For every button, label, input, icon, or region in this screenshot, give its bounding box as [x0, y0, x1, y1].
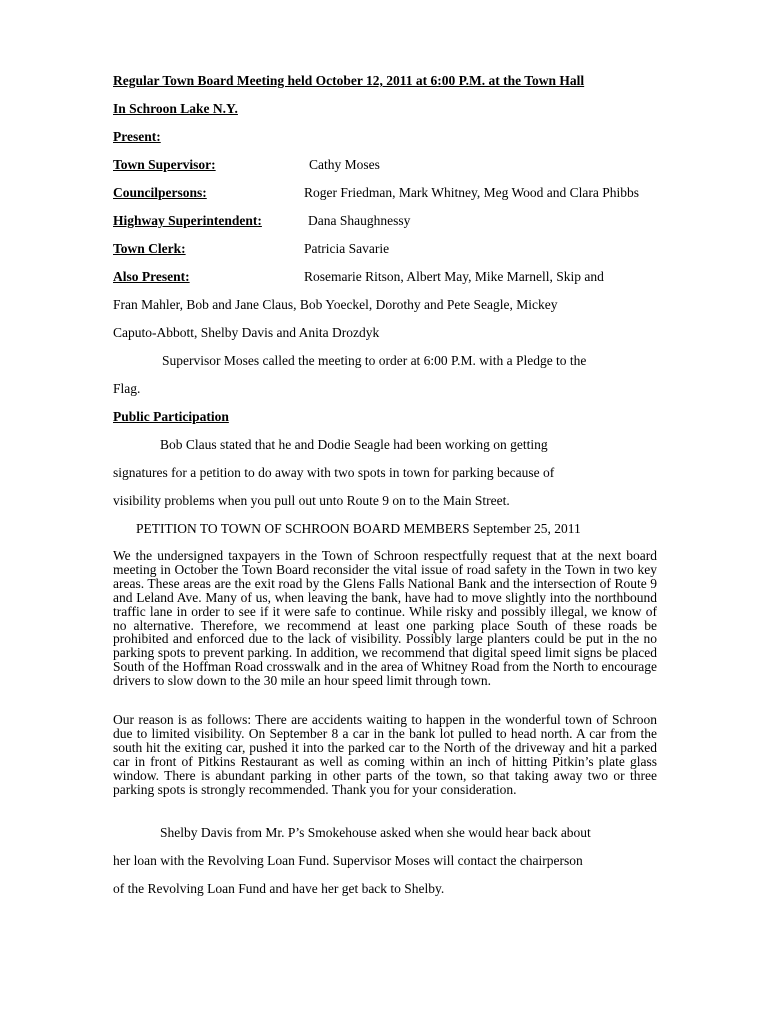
- also-present-names-line3: Caputo-Abbott, Shelby Davis and Anita Drozdyk: [113, 325, 380, 340]
- petition-paragraph-1: We the undersigned taxpayers in the Town of Schroon respectfully request that at the next board meeting in October the Town Board reconsider the vital issue of road safety in the Town in two key areas. These areas are the exit road by the Glens Falls National Bank and the intersection of Route 9 and Leland Ave. Many of us, when leaving the bank, have had to move slightly into the northbound traffic lane in order to see if it were safe to continue. While risky and possibly illegal, we know of no alternative. Therefore, we recommend at least one parking place South of these roads be prohibited and enforced due to the lack of visibility. Possibly large planters could be put in the no parking spots to prevent parking. In addition, we recommend that digital speed limit signs be placed South of the Hoffman Road crosswalk and in the area of Whitney Road from the North to encourage drivers to slow down to the 30 mile an hour speed limit through town.: [113, 548, 657, 689]
- claus-statement-line3: visibility problems when you pull out unto Route 9 on to the Main Street.: [113, 493, 510, 508]
- town-clerk-name: Patricia Savarie: [304, 241, 390, 256]
- meeting-title: Regular Town Board Meeting held October 12, 2011 at 6:00 P.M. at the Town Hall: [113, 73, 585, 88]
- public-participation-heading: Public Participation: [113, 409, 229, 424]
- call-to-order-line2: Flag.: [113, 381, 141, 396]
- also-present-names-line1: Rosemarie Ritson, Albert May, Mike Marnell, Skip and: [304, 269, 604, 284]
- petition-paragraph-2: Our reason is as follows: There are accidents waiting to happen in the wonderful town of Schroon due to limited visibility. On September 8 a car in the bank lot pulled to head north. A car from the south hit the exiting car, pushed it into the parked car to the North of the driveway and hit a parked car in front of Pitkins Restaurant as well as coming within an inch of hitting Pitkin’s plate glass window. There is abundant parking in other parts of the town, so that taking away two or three parking spots is strongly recommended. Thank you for your consideration.: [113, 712, 657, 797]
- councilpersons-names: Roger Friedman, Mark Whitney, Meg Wood and Clara Phibbs: [304, 185, 639, 200]
- supervisor-name: Cathy Moses: [309, 157, 380, 172]
- shelby-statement-line1: Shelby Davis from Mr. P’s Smokehouse asked when she would hear back about: [160, 825, 591, 840]
- petition-heading: PETITION TO TOWN OF SCHROON BOARD MEMBERS September 25, 2011: [136, 521, 581, 536]
- also-present-names-line2: Fran Mahler, Bob and Jane Claus, Bob Yoeckel, Dorothy and Pete Seagle, Mickey: [113, 297, 558, 312]
- shelby-statement-line3: of the Revolving Loan Fund and have her get back to Shelby.: [113, 881, 445, 896]
- supervisor-label: Town Supervisor:: [113, 157, 216, 172]
- claus-statement-line2: signatures for a petition to do away with two spots in town for parking because of: [113, 465, 555, 480]
- highway-superintendent-label: Highway Superintendent:: [113, 213, 262, 228]
- call-to-order-line1: Supervisor Moses called the meeting to order at 6:00 P.M. with a Pledge to the: [162, 353, 587, 368]
- present-heading: Present:: [113, 129, 161, 144]
- town-clerk-label: Town Clerk:: [113, 241, 186, 256]
- councilpersons-label: Councilpersons:: [113, 185, 207, 200]
- shelby-statement-line2: her loan with the Revolving Loan Fund. Supervisor Moses will contact the chairperson: [113, 853, 583, 868]
- claus-statement-line1: Bob Claus stated that he and Dodie Seagle had been working on getting: [160, 437, 548, 452]
- also-present-label: Also Present:: [113, 269, 190, 284]
- highway-superintendent-name: Dana Shaughnessy: [308, 213, 411, 228]
- meeting-location: In Schroon Lake N.Y.: [113, 101, 238, 116]
